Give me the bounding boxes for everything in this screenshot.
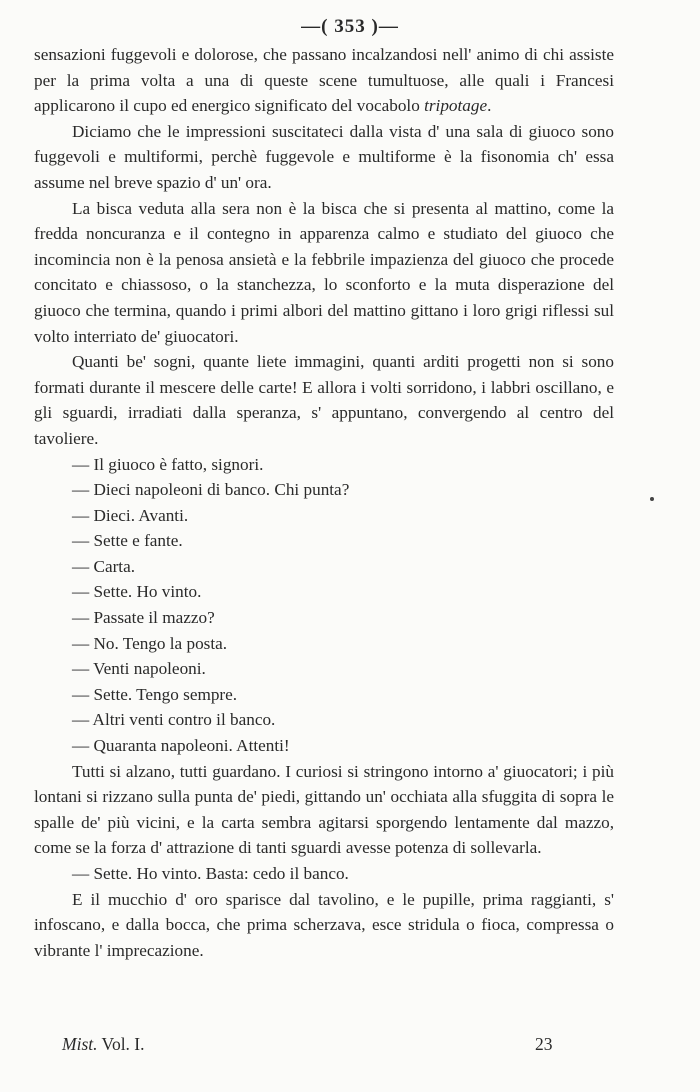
dialogue-line: — Venti napoleoni. (72, 659, 206, 679)
dialogue-line: — Altri venti contro il banco. (72, 710, 276, 730)
paragraph-2: Diciamo che le impressioni suscitateci dalla vista d' una sala di giuoco sono fuggevoli e multiformi, perchè fuggevole e multiforme è la fisonomia ch' essa assume nel breve spazio d' un' ora. (34, 121, 614, 192)
signature-italic: Mist. (62, 1034, 98, 1054)
dialogue-line: — Passate il mazzo? (72, 608, 215, 628)
paragraph-1-end: . (487, 96, 492, 116)
paragraph-1 (34, 42, 614, 119)
dialogue-line: — Dieci. Avanti. (72, 505, 189, 525)
paragraph-6: E il mucchio d' oro sparisce dal tavolino, e le pupille, prima raggianti, s' infoscano, e dalla bocca, che prima scherzava, esce stridula o fioca, compressa o vibrante l' imprecazione. (34, 889, 614, 960)
dialogue-line: — Carta. (72, 556, 136, 576)
dialogue-line: — Sette. Tengo sempre. (72, 684, 238, 704)
page-header: —( 353 )— (301, 16, 399, 37)
paragraph-1-text: sensazioni fuggevoli e dolorose, che passano incalzandosi nell' animo di chi assiste per la prima volta a una di queste scene tumultuose, alle quali i Francesi applicarono il cupo ed energico significato del vocabolo (34, 45, 614, 116)
signature-volume: Vol. I. (97, 1034, 145, 1054)
page-body (34, 42, 614, 963)
page-number: 23 (535, 1034, 553, 1054)
italic-term: tripotage (424, 96, 488, 116)
dialogue-line: — Il giuoco è fatto, signori. (72, 454, 264, 474)
dialogue-line: — Quaranta napoleoni. Attenti! (72, 736, 290, 756)
paragraph-5: Tutti si alzano, tutti guardano. I curiosi si stringono intorno a' giuocatori; i più lontani si rizzano sulla punta de' piedi, gittando un' occhiata alla sfuggita di sopra le spalle de' più vicini, e la carta sembra agitarsi sporgendo lentamente dal mazzo, come se la forza d' attrazione di tanti sguardi avesse potenza di sollevarla. (34, 761, 614, 858)
dialogue-line: — Sette. Ho vinto. Basta: cedo il banco. (72, 864, 349, 883)
paragraph-4: Quanti be' sogni, quante liete immagini, quanti arditi progetti non si sono formati durante il mescere delle carte! E allora i volti sorridono, i labbri oscillano, e gli sguardi, irradiati dalla speranza, s' appuntano, convergendo al centro del tavoliere. (34, 352, 614, 448)
dialogue-line: — Sette e fante. (72, 531, 183, 551)
ink-speck (650, 497, 654, 501)
dialogue-line: — Sette. Ho vinto. (72, 582, 202, 602)
signature-mark (62, 1034, 145, 1055)
dialogue-line: — No. Tengo la posta. (72, 633, 228, 653)
page-footer (0, 1034, 700, 1064)
paragraph-3: La bisca veduta alla sera non è la bisca che si presenta al mattino, come la fredda noncuranza e il contegno in apparenza calmo e studiato del giuoco che incomincia non è la penosa ansietà e la febbrile impazienza del giuoco che procede concitato e chiassoso, o la stanchezza, lo sconforto e la muta disperazione del giuoco che termina, quando i primi albori del mattino gittano i loro grigi riflessi sul volto interriato de' giuocatori. (34, 198, 614, 346)
dialogue-line: — Dieci napoleoni di banco. Chi punta? (72, 480, 350, 500)
